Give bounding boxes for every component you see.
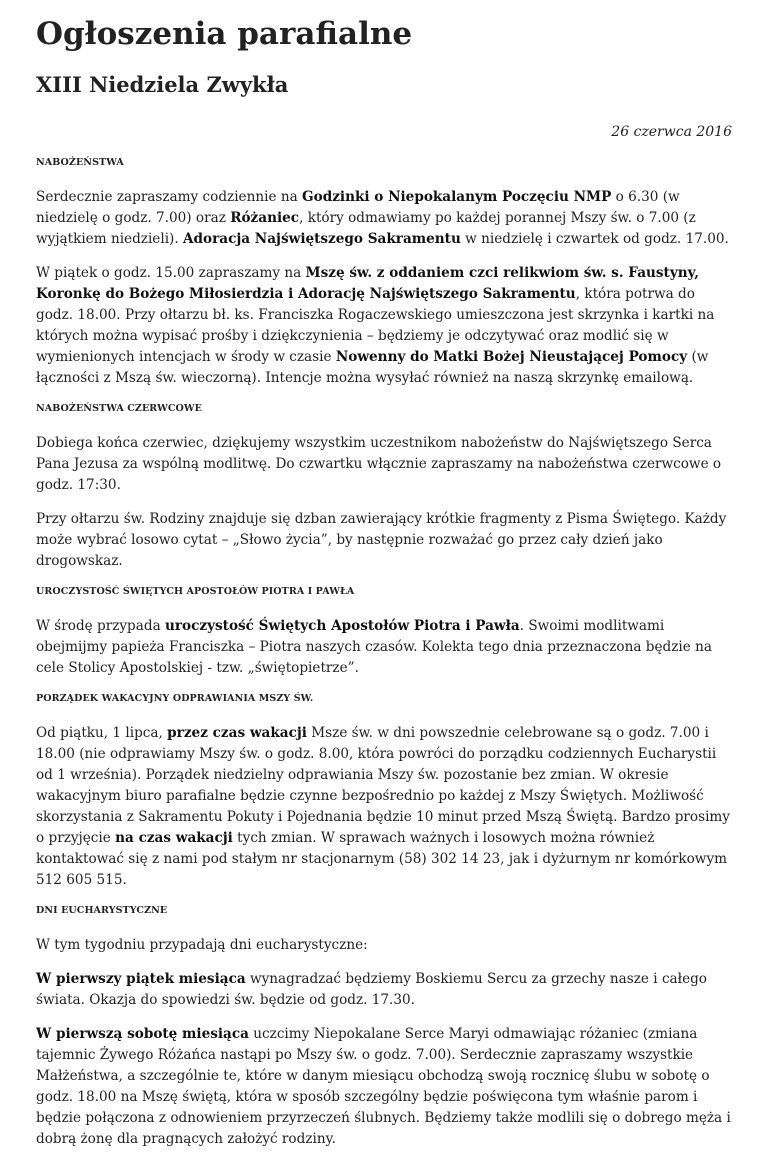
- section-heading: UROCZYSTOŚĆ ŚWIĘTYCH APOSTOŁÓW PIOTRA I PAWŁA: [36, 586, 355, 597]
- paragraph: [36, 969, 732, 1011]
- bold-text: na czas wakacji: [115, 830, 233, 846]
- text: , która potrwa do godz. 18.00. Przy ołtarzu bł. ks. Franciszka Rogaczewskiego umieszczona jest skrzynka i kartki na których można wypisać prośby i dziękczynienia – będziemy je odczytywać oraz modlić się w wymienionych intencjach w środy w czasie: [36, 286, 715, 365]
- text: . Swoimi modlitwami obejmijmy papieża Franciszka – Piotra naszych czasów. Kolekta tego dnia przeznaczona będzie na cele Stolicy Apostolskiej - tzw. „świętopietrze”.: [36, 618, 712, 676]
- paragraph: [36, 433, 732, 496]
- text: wynagradzać będziemy Boskiemu Sercu za grzechy nasze i całego świata. Okazja do spowiedzi św. będzie od godz. 17.30.: [36, 971, 707, 1008]
- text: Od piątku, 1 lipca,: [36, 725, 168, 741]
- paragraph: [36, 187, 732, 250]
- section-heading: DNI EUCHARYSTYCZNE: [36, 905, 168, 916]
- text: W tym tygodniu przypadają dni eucharystyczne:: [36, 937, 368, 953]
- paragraph: [36, 723, 732, 891]
- text: tych zmian. W sprawach ważnych i losowych można również kontaktować się z nami pod stałym nr stacjonarnym (58) 302 14 23, jak i dyżurnym nr komórkowym 512 605 515.: [36, 830, 728, 888]
- bold-text: Mszę św. z oddaniem czci relikwiom św. s. Faustyny, Koronkę do Bożego Miłosierdzia i Adorację Najświętszego Sakramentu: [36, 265, 699, 302]
- paragraph: [36, 509, 732, 572]
- bold-text: W pierwszy piątek miesiąca: [36, 971, 246, 987]
- bold-text: uroczystość Świętych Apostołów Piotra i Pawła: [165, 618, 520, 634]
- bold-text: W pierwszą sobotę miesiąca: [36, 1026, 249, 1042]
- text: , który odmawiamy po każdej porannej Mszy św. o 7.00 (z wyjątkiem niedzieli).: [36, 210, 696, 247]
- paragraph: [36, 616, 732, 679]
- text: w niedzielę i czwartek od godz. 17.00.: [460, 231, 729, 247]
- section-heading: NABOŻEŃSTWA: [36, 157, 124, 168]
- section-heading: PORZĄDEK WAKACYJNY ODPRAWIANIA MSZY ŚW.: [36, 693, 314, 704]
- paragraph: [36, 935, 732, 956]
- page-title: Ogłoszenia parafialne: [36, 16, 413, 52]
- bold-text: przez czas wakacji: [167, 725, 307, 741]
- text: (w łączności z Mszą św. wieczorną). Intencje można wysyłać również na naszą skrzynkę emailową.: [36, 349, 709, 386]
- paragraph: [36, 1024, 732, 1150]
- bold-text: Różaniec: [230, 210, 300, 226]
- sections: [36, 156, 732, 1150]
- bold-text: Adoracja Najświętszego Sakramentu: [182, 231, 461, 247]
- paragraph: [36, 263, 732, 389]
- text: o 6.30 (w niedzielę o godz. 7.00) oraz: [36, 189, 680, 226]
- text: uczcimy Niepokalane Serce Maryi odmawiając różaniec (zmiana tajemnic Żywego Różańca nastąpi po Mszy św. o godz. 7.00). Serdecznie zapraszamy wszystkie Małżeństwa, a szczególnie te, które w danym miesiącu obchodzą swoją rocznicę ślubu w sobotę o godz. 18.00 na Mszę świętą, która w sposób szczególny będzie poświęcona tym właśnie parom i będzie połączona z odnowieniem przyrzeczeń ślubnych. Będziemy także modlili się o dobrego męża i dobrą żonę dla pragnących założyć rodziny.: [36, 1026, 731, 1147]
- text: W środę przypada: [36, 618, 165, 634]
- bold-text: Nowenny do Matki Bożej Nieustającej Pomocy: [335, 349, 688, 365]
- text: W piątek o godz. 15.00 zapraszamy na: [36, 265, 306, 281]
- text: Serdecznie zapraszamy codziennie na: [36, 189, 303, 205]
- page-subtitle: XIII Niedziela Zwykła: [36, 72, 289, 97]
- text: Msze św. w dni powszednie celebrowane są o godz. 7.00 i 18.00 (nie odprawiamy Mszy św. o godz. 8.00, która powróci do porządku codziennych Eucharystii od 1 września). Porządek niedzielny odprawiania Mszy św. pozostanie bez zmian. W okresie wakacyjnym biuro parafialne będzie czynne bezpośrednio po każdej z Mszy Świętych. Możliwość skorzystania z Sakramentu Pokuty i Pojednania będzie 10 minut przed Mszą Świętą. Bardzo prosimy o przyjęcie: [36, 725, 730, 846]
- bold-text: Godzinki o Niepokalanym Poczęciu NMP: [302, 189, 612, 205]
- text: Przy ołtarzu św. Rodziny znajduje się dzban zawierający krótkie fragmenty z Pisma Świętego. Każdy może wybrać losowo cytat – „Słowo życia”, by następnie rozważać go przez cały dzień jako drogowskaz.: [36, 511, 727, 569]
- text: Dobiega końca czerwiec, dziękujemy wszystkim uczestnikom nabożeństw do Najświętszego Serca Pana Jezusa za wspólną modlitwę. Do czwartku włącznie zapraszamy na nabożeństwa czerwcowe o godz. 17:30.: [36, 435, 722, 493]
- section-heading: NABOŻEŃSTWA CZERWCOWE: [36, 403, 203, 414]
- date: 26 czerwca 2016: [611, 124, 732, 140]
